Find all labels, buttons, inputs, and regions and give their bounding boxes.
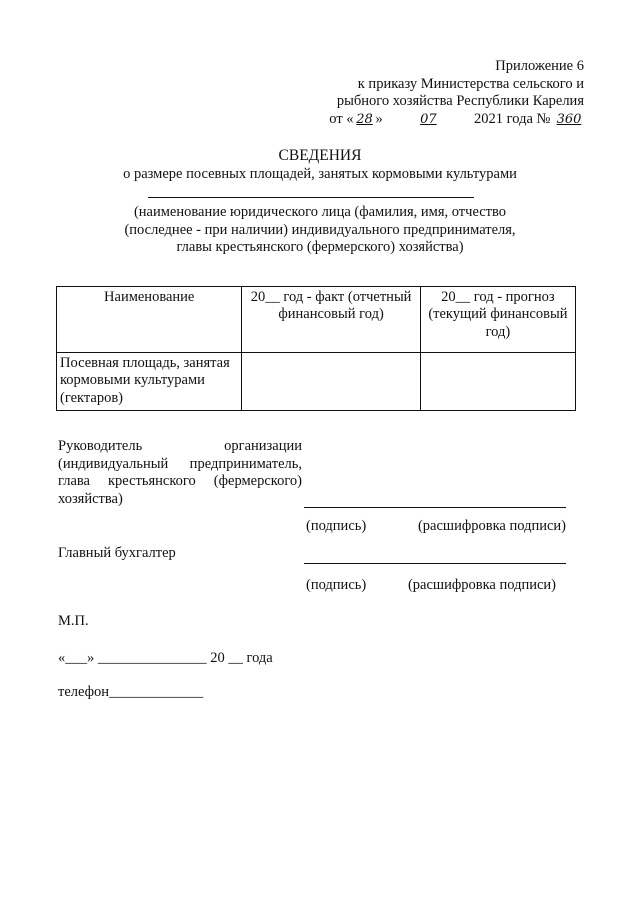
date-day: 28 — [356, 112, 373, 128]
document-subtitle: о размере посевных площадей, занятых кормовыми культурами — [123, 166, 517, 182]
accountant-decoding-label: (расшифровка подписи) — [407, 577, 556, 593]
accountant-signature-captions — [306, 577, 556, 595]
date-prefix: от « — [329, 111, 354, 128]
appendix-ministry-line: рыбного хозяйства Республики Карелия — [336, 93, 584, 110]
manager-signature-captions — [306, 518, 566, 536]
appendix-title: Приложение 6 — [495, 58, 584, 74]
sown-area-table — [56, 286, 576, 411]
table-header-forecast: 20__ год - прогноз (текущий финансовый год) — [420, 287, 575, 353]
phone-line: телефон_____________ — [58, 684, 204, 700]
manager-decoding-label: (расшифровка подписи) — [417, 518, 566, 534]
manager-line-1: Руководитель организации — [58, 438, 302, 454]
table-header-row — [57, 287, 576, 353]
entity-name-line — [148, 197, 474, 198]
table-header-name: Наименование — [57, 287, 242, 353]
entity-caption-line-1: (наименование юридического лица (фамилия, имя, отчество — [133, 204, 507, 220]
entity-caption-line-2: (последнее - при наличии) индивидуального предпринимателя, — [124, 221, 516, 238]
appendix-order-line: к приказу Министерства сельского и — [357, 75, 584, 92]
signing-date-line: «___» _______________ 20 __ года — [58, 650, 273, 666]
entity-caption-line-3: главы крестьянского (фермерского) хозяйства) — [176, 239, 464, 256]
manager-line-2: (индивидуальный предприниматель, — [58, 455, 302, 472]
entity-caption — [0, 204, 640, 257]
table-cell-forecast-value — [420, 353, 575, 411]
manager-block — [58, 438, 302, 509]
document-title: СВЕДЕНИЯ — [278, 147, 362, 164]
table-cell-fact-value — [242, 353, 420, 411]
manager-signature-line — [304, 507, 566, 508]
manager-signature-label: (подпись) — [306, 518, 367, 534]
table-row — [57, 353, 576, 411]
order-number: 360 — [556, 112, 582, 128]
stamp-place: М.П. — [58, 613, 89, 629]
appendix-date-line — [264, 111, 584, 129]
appendix-header — [264, 58, 584, 129]
accountant-signature-label: (подпись) — [306, 577, 367, 593]
date-mid: » — [375, 111, 383, 128]
accountant-signature-line — [304, 563, 566, 564]
table-cell-indicator: Посевная площадь, занятая кормовыми культурами (гектаров) — [57, 353, 242, 411]
date-month: 07 — [420, 112, 437, 128]
table-header-fact: 20__ год - факт (отчетный финансовый год) — [242, 287, 420, 353]
accountant-label: Главный бухгалтер — [58, 545, 176, 561]
manager-line-3: глава крестьянского (фермерского) — [58, 473, 302, 490]
manager-line-4: хозяйства) — [58, 491, 123, 508]
date-year: 2021 года № — [474, 111, 551, 128]
